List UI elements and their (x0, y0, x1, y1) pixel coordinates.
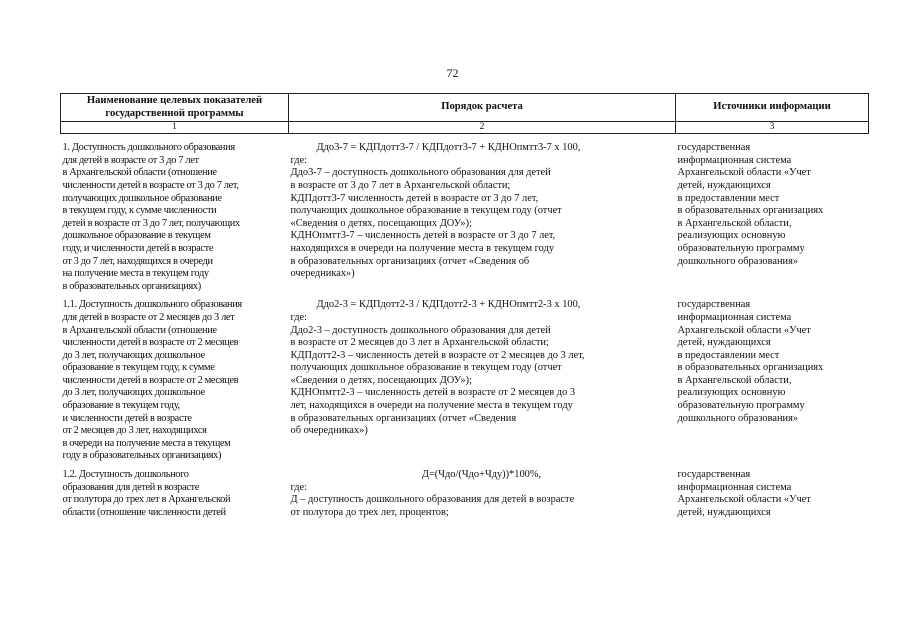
calculation-line: КДПдотт2-3 – численность детей в возрасте от 2 месяцев до 3 лет, (290, 349, 585, 361)
table-row (61, 469, 869, 519)
indicator-name-line: в очереди на получение места в текущем (62, 437, 231, 449)
calculation-line: КДНОпмтт3-7 – численность детей в возрасте от 3 до 7 лет, (290, 230, 556, 242)
source-line: в образовательных организациях (677, 205, 824, 217)
source-line: Архангельской области «Учет (677, 167, 811, 179)
table-row (61, 299, 869, 463)
calculation-line: Ддо2-3 – доступность дошкольного образования для детей (290, 324, 551, 336)
source-line: государственная (677, 142, 751, 154)
indicator-name-line: от полутора до трех лет в Архангельской (62, 494, 231, 506)
indicator-name-line: для детей в возрасте от 2 месяцев до 3 лет (62, 311, 235, 323)
calculation-line: Д – доступность дошкольного образования для детей в возрасте (290, 494, 575, 506)
source-line: Архангельской области «Учет (677, 494, 811, 506)
indicator-name-line: в Архангельской области (отношение (62, 167, 217, 179)
source-line: Архангельской области «Учет (677, 324, 811, 336)
calculation-line: где: (290, 311, 308, 323)
calculation-line: об очередниках») (290, 425, 368, 437)
column-number-1: 1 (61, 122, 289, 134)
source-line: в Архангельской области, (677, 217, 792, 229)
source-line: образовательную программу (677, 242, 805, 254)
calculation-line: в образовательных организациях (отчет «Сведения (290, 412, 517, 424)
page-number: 72 (446, 66, 459, 80)
indicator-name-line: до 3 лет, получающих дошкольное (62, 387, 205, 399)
calculation-line: «Сведения о детях, посещающих ДОУ»); (290, 217, 472, 229)
indicator-name-line: образование в текущем году, (62, 400, 180, 412)
column-number-3: 3 (676, 122, 869, 134)
indicator-name-line: до 3 лет, получающих дошкольное (62, 349, 205, 361)
source-cell (676, 469, 869, 519)
calculation-line: Д=(Чдо/(Чдо+Чду))*100%, (421, 469, 542, 481)
calculation-line: лет, находящихся в очереди на получение места в текущем году (290, 400, 573, 412)
indicator-name-line: для детей в возрасте от 3 до 7 лет (62, 154, 199, 166)
source-line: государственная (677, 299, 751, 311)
table-header-row (61, 94, 869, 122)
table-body (61, 134, 869, 520)
indicator-name-line: от 2 месяцев до 3 лет, находящихся (62, 425, 207, 437)
calculation-line: «Сведения о детях, посещающих ДОУ»); (290, 374, 472, 386)
source-line: детей, нуждающихся (677, 337, 771, 349)
source-line: реализующих основную (677, 230, 786, 242)
calculation-line: где: (290, 481, 308, 493)
calculation-line: от полутора до трех лет, процентов; (290, 506, 449, 518)
source-line: информационная система (677, 154, 792, 166)
indicator-name-line: в Архангельской области (отношение (62, 324, 217, 336)
indicator-name-line: году в образовательных организациях) (62, 450, 222, 462)
source-line: детей, нуждающихся (677, 506, 771, 518)
indicator-name-cell (61, 469, 289, 519)
calculation-line: в образовательных организациях (отчет «Сведения об (290, 255, 530, 267)
indicator-name-line: дошкольное образование в текущем (62, 230, 211, 242)
indicator-name-line: в образовательных организациях) (62, 280, 201, 292)
indicator-name-line: и численности детей в возрасте (62, 412, 192, 424)
header-information-sources: Источники информации (676, 94, 869, 122)
header-indicator-name: Наименование целевых показателей государственной программы (61, 94, 289, 122)
indicator-name-line: численности детей в возрасте от 2 месяцев (62, 337, 239, 349)
indicator-name-line: от 3 до 7 лет, находящихся в очереди (62, 255, 213, 267)
calculation-cell (289, 469, 676, 519)
source-line: государственная (677, 469, 751, 481)
indicator-name-line: на получение места в текущем году (62, 268, 209, 280)
calculation-cell (289, 299, 676, 463)
calculation-cell (289, 142, 676, 293)
indicator-name-line: 1. Доступность дошкольного образования (62, 142, 235, 154)
source-line: детей, нуждающихся (677, 179, 771, 191)
source-cell (676, 299, 869, 463)
indicator-name-line: в текущем году, к сумме численности (62, 205, 217, 217)
indicators-table (60, 93, 869, 519)
indicator-name-line: детей в возрасте от 3 до 7 лет, получающих (62, 217, 240, 229)
source-line: в предоставлении мест (677, 192, 780, 204)
calculation-line: Ддо3-7 = КДПдотт3-7 / КДПдотт3-7 + КДНОпмтт3-7 х 100, (316, 142, 581, 154)
source-line: образовательную программу (677, 400, 805, 412)
source-cell (676, 142, 869, 293)
calculation-line: КДПдотт3-7 численность детей в возрасте от 3 до 7 лет, (290, 192, 539, 204)
indicator-name-line: численности детей в возрасте от 2 месяцев (62, 374, 239, 386)
indicator-name-line: году, и численности детей в возрасте (62, 242, 214, 254)
indicator-name-line: образование в текущем году, к сумме (62, 362, 215, 374)
source-line: дошкольного образования» (677, 255, 799, 267)
calculation-line: где: (290, 154, 308, 166)
source-line: информационная система (677, 311, 792, 323)
calculation-line: в возрасте от 3 до 7 лет в Архангельской области; (290, 179, 511, 191)
calculation-line: получающих дошкольное образование в текущем году (отчет (290, 362, 562, 374)
header-calculation-order: Порядок расчета (289, 94, 676, 122)
source-line: информационная система (677, 481, 792, 493)
calculation-line: находящихся в очереди на получение места в текущем году (290, 242, 555, 254)
indicator-name-cell (61, 299, 289, 463)
calculation-line: очередниках») (290, 268, 355, 280)
indicator-name-line: 1.2. Доступность дошкольного (62, 469, 189, 481)
source-line: дошкольного образования» (677, 412, 799, 424)
indicator-name-line: образования для детей в возрасте (62, 481, 199, 493)
indicator-name-line: области (отношение численности детей (62, 506, 226, 518)
column-number-2: 2 (289, 122, 676, 134)
calculation-line: КДНОпмтт2-3 – численность детей в возрасте от 2 месяцев до 3 (290, 387, 576, 399)
indicator-name-line: численности детей в возрасте от 3 до 7 лет, (62, 179, 239, 191)
source-line: реализующих основную (677, 387, 786, 399)
column-number-row (61, 122, 869, 134)
indicator-name-line: 1.1. Доступность дошкольного образования (62, 299, 242, 311)
indicator-name-line: получающих дошкольное образование (62, 192, 222, 204)
table-row (61, 142, 869, 293)
calculation-line: получающих дошкольное образование в текущем году (отчет (290, 205, 562, 217)
source-line: в Архангельской области, (677, 374, 792, 386)
calculation-line: Ддо3-7 – доступность дошкольного образования для детей (290, 167, 551, 179)
calculation-line: Ддо2-3 = КДПдотт2-3 / КДПдотт2-3 + КДНОпмтт2-3 х 100, (316, 299, 581, 311)
calculation-line: в возрасте от 2 месяцев до 3 лет в Архангельской области; (290, 337, 549, 349)
source-line: в предоставлении мест (677, 349, 780, 361)
indicator-name-cell (61, 142, 289, 293)
source-line: в образовательных организациях (677, 362, 824, 374)
